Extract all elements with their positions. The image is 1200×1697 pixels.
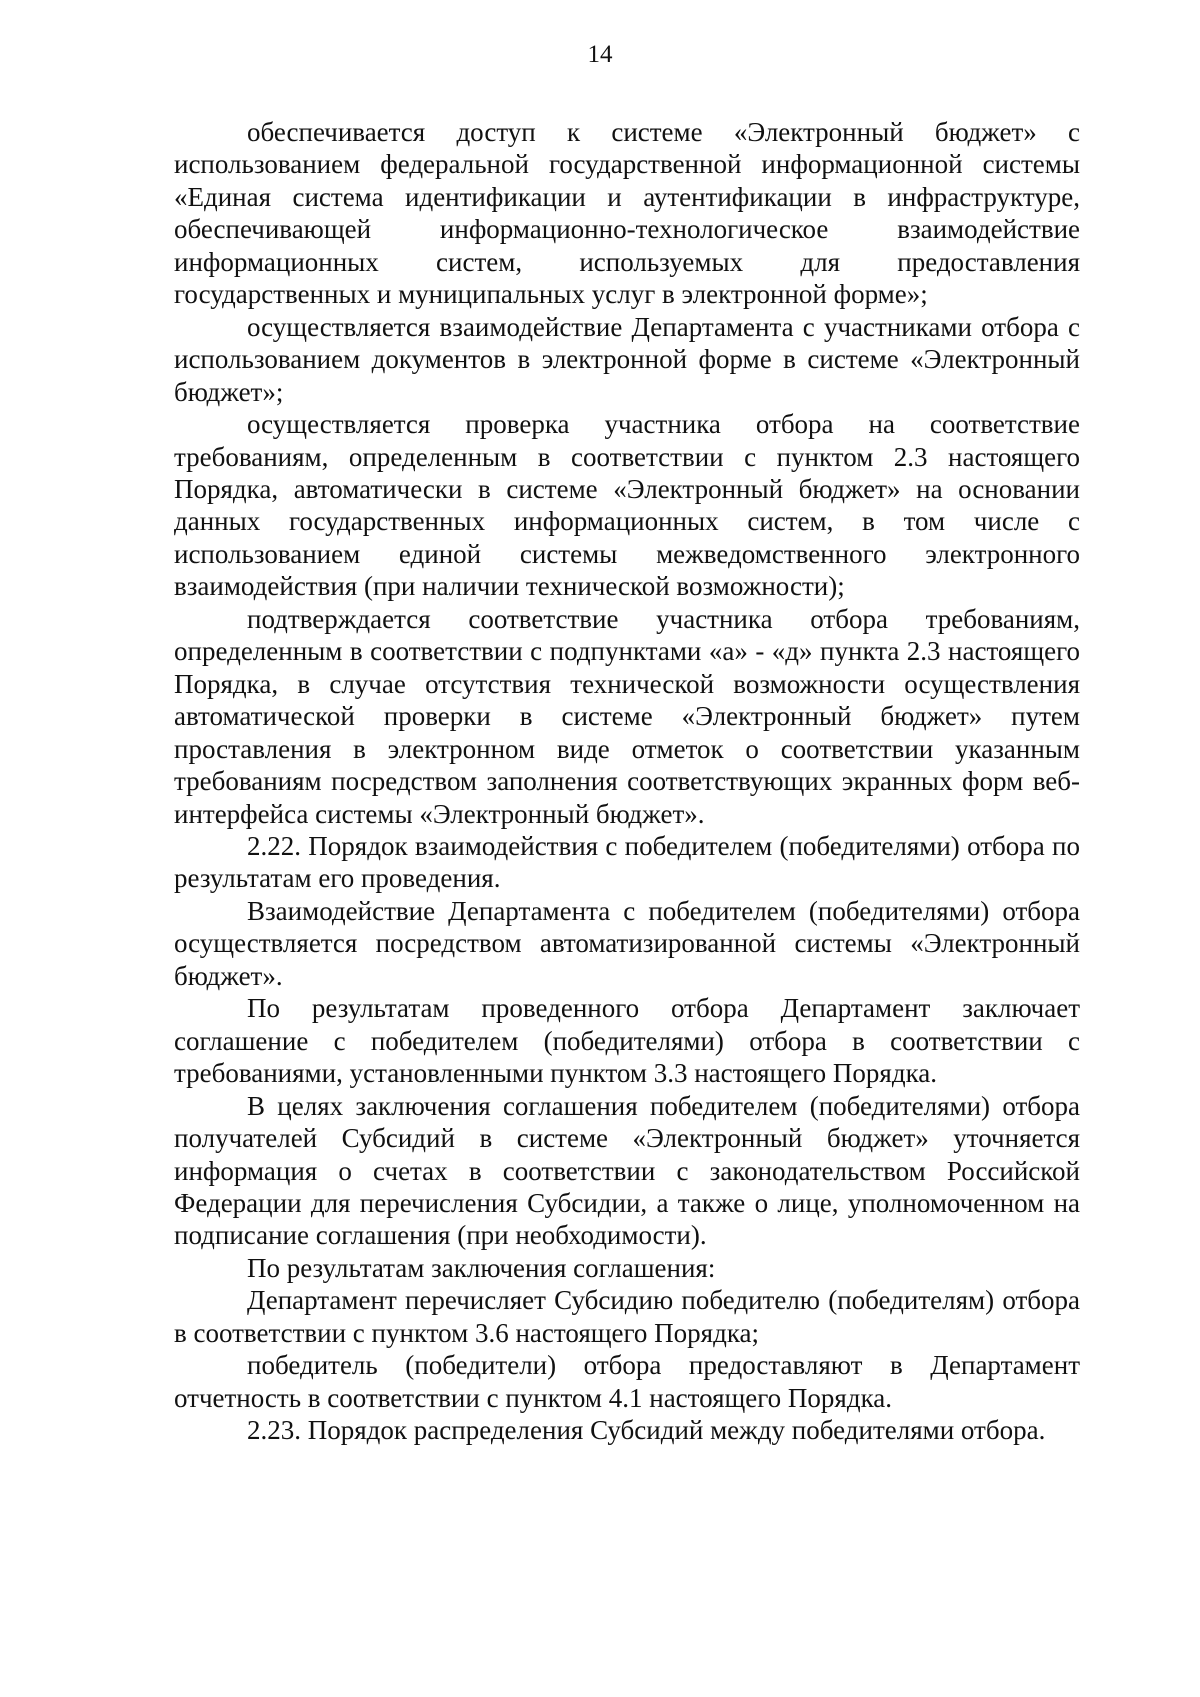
section-heading-2-23: 2.23. Порядок распределения Субсидий между победителями отбора. xyxy=(247,1415,1046,1446)
section-heading-2-22: 2.22. Порядок взаимодействия с победителем (победителями) отбора по результатам его проведения. xyxy=(174,830,1080,894)
paragraph-reporting: победитель (победители) отбора предоставляют в Департамент отчетность в соответствии с пунктом 4.1 настоящего Порядка. xyxy=(174,1350,1080,1413)
paragraph-account-details: В целях заключения соглашения победителем (победителями) отбора получателей Субсидий в системе «Электронный бюджет» уточняется информация о счетах в соответствии с законодательством Российской Федерации для перечисления Субсидии, а также о лице, уполномоченном на подписание соглашения (при необходимости). xyxy=(174,1090,1080,1251)
paragraph-subsidy-transfer: Департамент перечисляет Субсидию победителю (победителям) отбора в соответствии с пунктом 3.6 настоящего Порядка; xyxy=(174,1285,1080,1348)
document-body xyxy=(174,116,1080,1447)
page-number: 14 xyxy=(587,41,613,68)
paragraph-agreement-results: По результатам заключения соглашения: xyxy=(247,1252,716,1283)
paragraph-manual-confirmation: подтверждается соответствие участника отбора требованиям, определенным в соответствии с подпунктами «а» - «д» пункта 2.3 настоящего Порядка, в случае отсутствия технической возможности осуществления автоматической проверки в системе «Электронный бюджет» путем проставления в электронном виде отметок о соответствии указанным требованиям посредством заполнения соответствующих экранных форм веб-интерфейса системы «Электронный бюджет». xyxy=(174,603,1080,829)
paragraph-agreement-conclusion: По результатам проведенного отбора Департамент заключает соглашение с победителем (победителями) отбора в соответствии с требованиями, установленными пунктом 3.3 настоящего Порядка. xyxy=(174,993,1080,1089)
paragraph-department-interaction: осуществляется взаимодействие Департамента с участниками отбора с использованием документов в электронной форме в системе «Электронный бюджет»; xyxy=(174,311,1080,407)
paragraph-winner-interaction: Взаимодействие Департамента с победителем (победителями) отбора осуществляется посредством автоматизированной системы «Электронный бюджет». xyxy=(174,895,1080,991)
paragraph-system-access: обеспечивается доступ к системе «Электронный бюджет» с использованием федеральной государственной информационной системы «Единая система идентификации и аутентификации в инфраструктуре, обеспечивающей информационно-технологическое взаимодействие информационных систем, используемых для предоставления государственных и муниципальных услуг в электронной форме»; xyxy=(174,117,1080,310)
paragraph-automatic-check: осуществляется проверка участника отбора на соответствие требованиям, определенным в соответствии с пунктом 2.3 настоящего Порядка, автоматически в системе «Электронный бюджет» на основании данных государственных информационных систем, в том числе с использованием единой системы межведомственного электронного взаимодействия (при наличии технической возможности); xyxy=(174,409,1080,602)
